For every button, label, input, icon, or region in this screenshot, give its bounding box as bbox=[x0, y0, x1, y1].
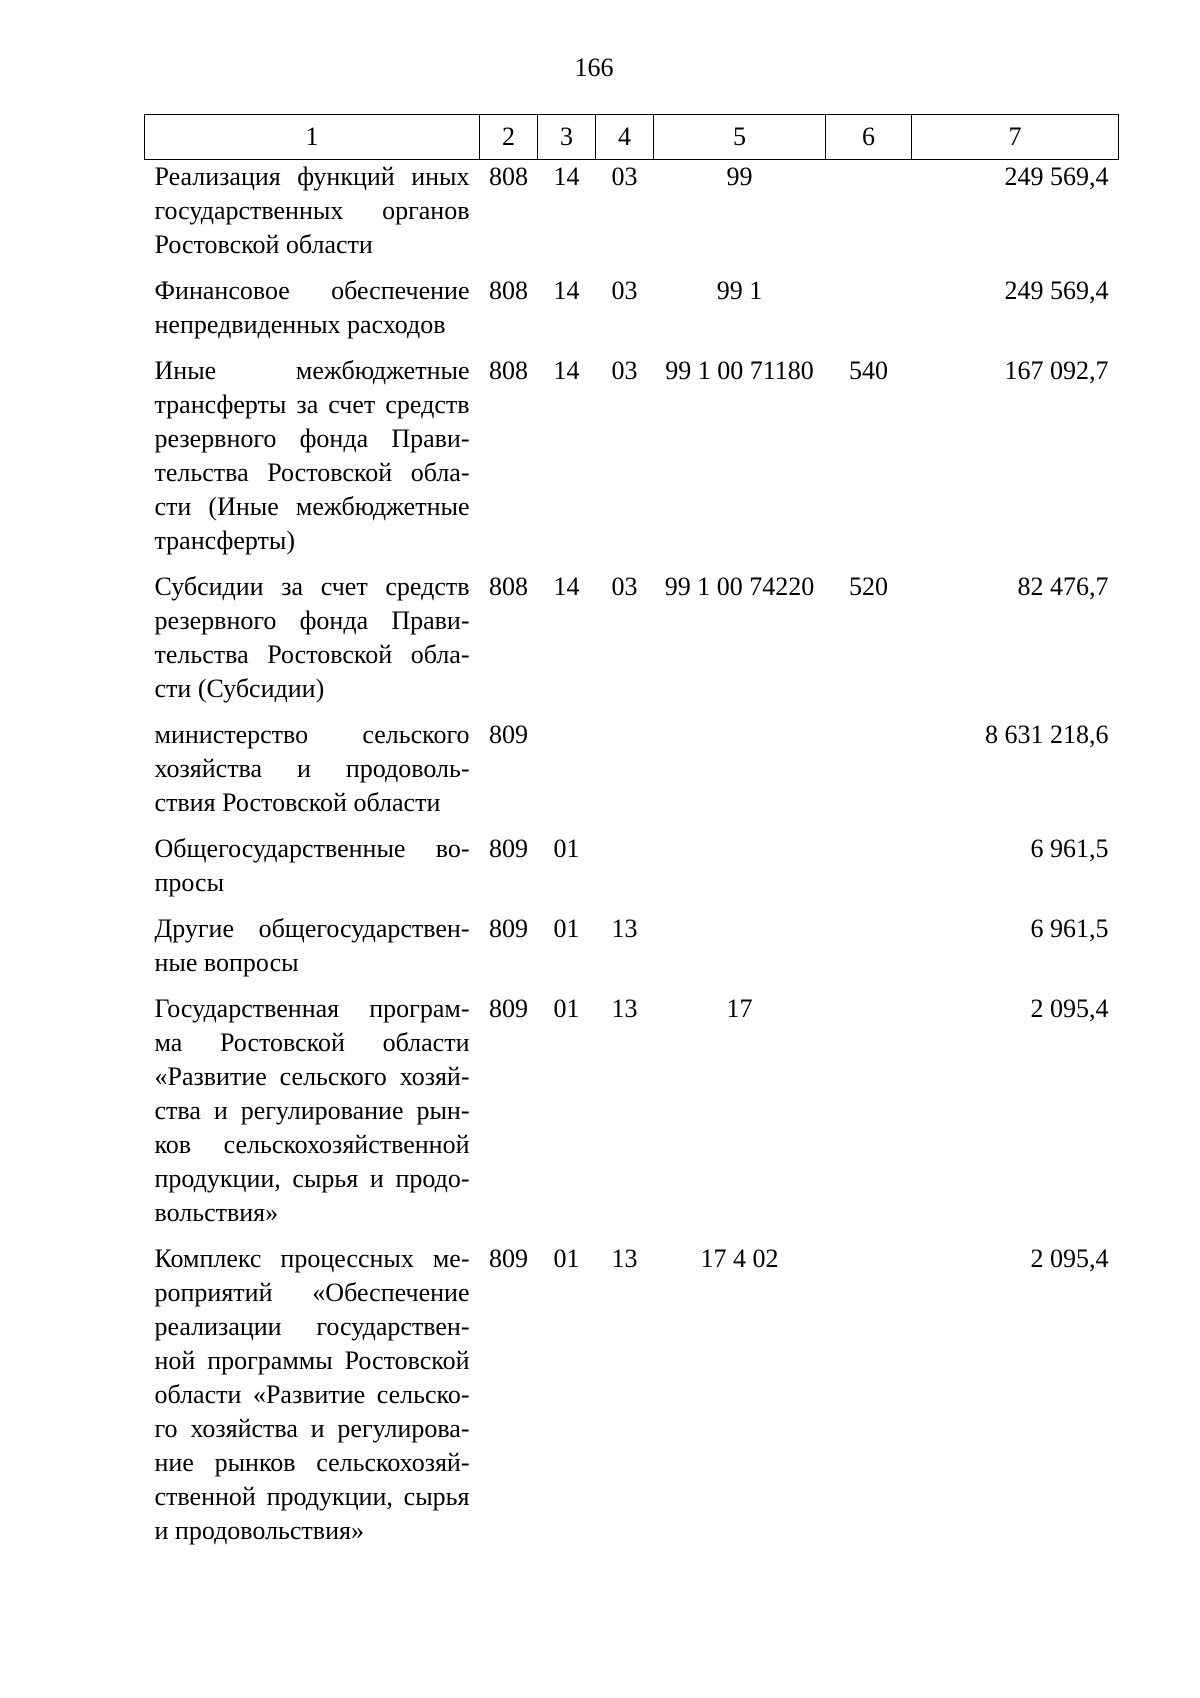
column-header: 1 bbox=[145, 115, 480, 160]
table-row bbox=[145, 354, 1119, 570]
cell-col6 bbox=[826, 1242, 912, 1560]
cell-col7: 82 476,7 bbox=[1017, 572, 1109, 601]
cell-col2: 809 bbox=[489, 994, 528, 1023]
column-header: 3 bbox=[538, 115, 596, 160]
cell-col7: 167 092,7 bbox=[1004, 356, 1109, 385]
cell-col7: 8 631 218,6 bbox=[985, 720, 1109, 749]
cell-col6 bbox=[826, 912, 912, 992]
cell-col5: 99 1 00 71180 bbox=[665, 356, 814, 385]
cell-col3: 01 bbox=[553, 994, 580, 1023]
cell-col3: 14 bbox=[553, 356, 580, 385]
cell-col2: 809 bbox=[489, 834, 528, 863]
cell-col7: 2 095,4 bbox=[1030, 1244, 1109, 1273]
table-row bbox=[145, 832, 1119, 912]
cell-col7: 249 569,4 bbox=[1004, 162, 1109, 191]
column-header: 4 bbox=[596, 115, 654, 160]
cell-col4: 03 bbox=[611, 356, 638, 385]
cell-col6 bbox=[826, 718, 912, 832]
column-header: 7 bbox=[912, 115, 1119, 160]
column-header: 6 bbox=[826, 115, 912, 160]
cell-col5 bbox=[654, 832, 826, 912]
cell-col3: 14 bbox=[553, 276, 580, 305]
cell-col2: 808 bbox=[489, 572, 528, 601]
cell-col5: 99 bbox=[726, 162, 753, 191]
row-name: Другие общегосударствен-ные вопросы bbox=[154, 914, 470, 977]
cell-col3 bbox=[538, 718, 596, 832]
cell-col6: 540 bbox=[849, 356, 888, 385]
cell-col7: 2 095,4 bbox=[1030, 994, 1109, 1023]
cell-col3: 01 bbox=[553, 1244, 580, 1273]
cell-col6 bbox=[826, 992, 912, 1242]
cell-col2: 808 bbox=[489, 356, 528, 385]
page-number: 166 bbox=[574, 53, 614, 82]
cell-col4: 03 bbox=[611, 572, 638, 601]
cell-col4 bbox=[596, 832, 654, 912]
cell-col5 bbox=[654, 718, 826, 832]
cell-col2: 809 bbox=[489, 720, 528, 749]
table-header-row bbox=[145, 115, 1119, 160]
cell-col6 bbox=[826, 160, 912, 275]
cell-col3: 14 bbox=[553, 162, 580, 191]
table-row bbox=[145, 1242, 1119, 1560]
cell-col4: 13 bbox=[611, 994, 638, 1023]
cell-col6 bbox=[826, 832, 912, 912]
cell-col5: 17 4 02 bbox=[700, 1244, 779, 1273]
row-name: министерство сельского хозяйства и продоволь-ствия Ростовской области bbox=[154, 720, 470, 817]
cell-col7: 249 569,4 bbox=[1004, 276, 1109, 305]
table-row bbox=[145, 992, 1119, 1242]
cell-col4: 13 bbox=[611, 1244, 638, 1273]
row-name: Иные межбюджетные трансферты за счет средств резервного фонда Прави-тельства Ростовской обла-сти (Иные межбюджетные трансферты) bbox=[154, 356, 470, 555]
cell-col7: 6 961,5 bbox=[1030, 834, 1109, 863]
table-row bbox=[145, 160, 1119, 275]
cell-col2: 809 bbox=[489, 1244, 528, 1273]
cell-col4: 03 bbox=[611, 162, 638, 191]
cell-col5: 17 bbox=[726, 994, 753, 1023]
table-row bbox=[145, 912, 1119, 992]
row-name: Общегосударственные во-просы bbox=[154, 834, 470, 897]
row-name: Субсидии за счет средств резервного фонда Прави-тельства Ростовской обла-сти (Субсидии) bbox=[154, 572, 470, 703]
table-row bbox=[145, 570, 1119, 718]
cell-col7: 6 961,5 bbox=[1030, 914, 1109, 943]
cell-col4: 03 bbox=[611, 276, 638, 305]
cell-col3: 01 bbox=[553, 834, 580, 863]
cell-col5 bbox=[654, 912, 826, 992]
cell-col6 bbox=[826, 274, 912, 354]
row-name: Финансовое обеспечение непредвиденных расходов bbox=[154, 276, 470, 339]
column-header: 5 bbox=[654, 115, 826, 160]
cell-col4 bbox=[596, 718, 654, 832]
cell-col3: 01 bbox=[553, 914, 580, 943]
cell-col3: 14 bbox=[553, 572, 580, 601]
cell-col2: 808 bbox=[489, 162, 528, 191]
cell-col4: 13 bbox=[611, 914, 638, 943]
row-name: Комплекс процессных ме-роприятий «Обеспечение реализации государствен-ной программы Ростовской области «Развитие сельско-го хозяйства и регулирова-ние рынков сельскохозяй-ственной продукции, сырья и продовольствия» bbox=[154, 1244, 470, 1545]
cell-col6: 520 bbox=[849, 572, 888, 601]
table-row bbox=[145, 274, 1119, 354]
budget-table bbox=[144, 114, 1119, 1560]
cell-col5: 99 1 bbox=[716, 276, 763, 305]
row-name: Реализация функций иных государственных органов Ростовской области bbox=[154, 162, 470, 259]
cell-col2: 808 bbox=[489, 276, 528, 305]
row-name: Государственная програм-ма Ростовской области «Развитие сельского хозяй-ства и регулирование рын-ков сельскохозяйственной продукции, сырья и продо-вольствия» bbox=[154, 994, 470, 1227]
column-header: 2 bbox=[480, 115, 538, 160]
cell-col5: 99 1 00 74220 bbox=[664, 572, 815, 601]
cell-col2: 809 bbox=[489, 914, 528, 943]
table-row bbox=[145, 718, 1119, 832]
